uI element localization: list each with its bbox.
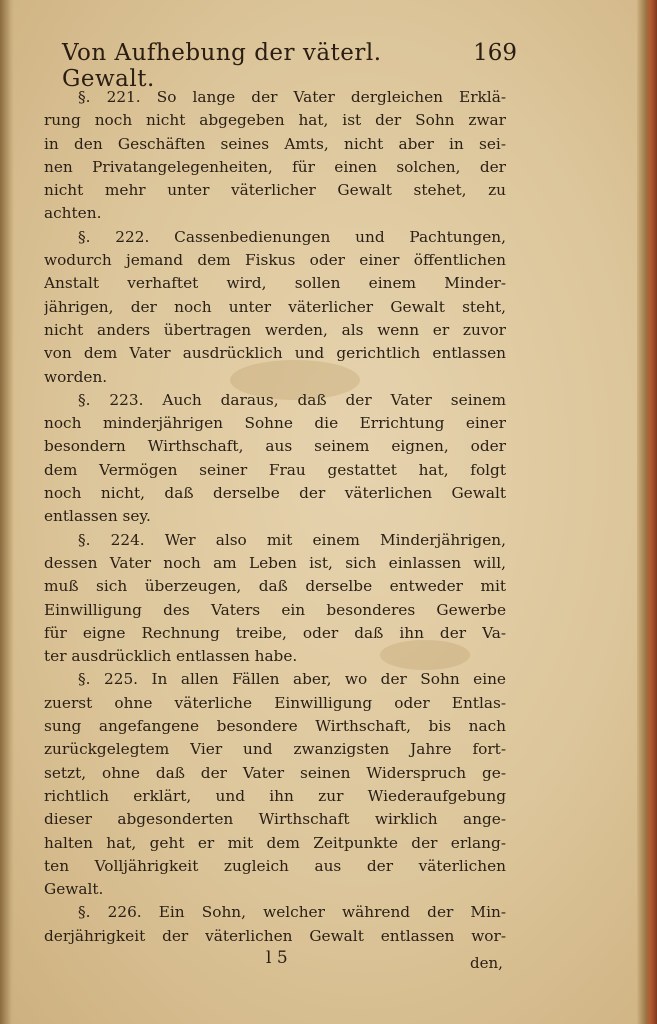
text-line: dessen Vater noch am Leben ist, sich einlassen will, bbox=[44, 553, 506, 572]
page-footer bbox=[0, 948, 657, 978]
text-line: entlassen sey. bbox=[44, 507, 151, 526]
text-line: wodurch jemand dem Fiskus oder einer öffentlichen bbox=[44, 251, 506, 270]
text-line: noch nicht, daß derselbe der väterlichen Gewalt bbox=[44, 484, 506, 503]
text-line: ter ausdrücklich entlassen habe. bbox=[44, 647, 298, 666]
text-line: derjährigkeit der väterlichen Gewalt entlassen wor- bbox=[44, 926, 506, 945]
text-line: noch minderjährigen Sohne die Errichtung einer bbox=[44, 414, 506, 433]
page-edge-binding bbox=[637, 0, 657, 1024]
text-line: in den Geschäften seines Amts, nicht aber in sei- bbox=[44, 134, 506, 153]
text-line: nicht mehr unter väterlicher Gewalt stehet, zu bbox=[44, 181, 506, 200]
text-line: ten Volljährigkeit zugleich aus der väterlichen bbox=[44, 856, 506, 875]
text-line: Anstalt verhaftet wird, sollen einem Minder- bbox=[44, 274, 506, 293]
text-line: halten hat, geht er mit dem Zeitpunkte der erlang- bbox=[44, 833, 506, 852]
text-line: zurückgelegtem Vier und zwanzigsten Jahre fort- bbox=[44, 740, 506, 759]
text-line: setzt, ohne daß der Vater seinen Widerspruch ge- bbox=[44, 763, 506, 782]
signature-mark: l 5 bbox=[266, 948, 288, 968]
text-line: §. 226. Ein Sohn, welcher während der Min- bbox=[78, 903, 506, 922]
text-line: §. 221. So lange der Vater dergleichen Erklä- bbox=[78, 88, 506, 106]
catchword: den, bbox=[470, 954, 503, 972]
text-line: nicht anders übertragen werden, als wenn er zuvor bbox=[44, 320, 506, 339]
text-line: Gewalt. bbox=[44, 880, 104, 899]
text-line: nen Privatangelegenheiten, für einen solchen, der bbox=[44, 157, 506, 176]
page-gutter-shadow bbox=[0, 0, 14, 1024]
running-title: Von Aufhebung der väterl. Gewalt. bbox=[62, 40, 382, 92]
text-line: §. 223. Auch daraus, daß der Vater seinem bbox=[78, 390, 506, 409]
text-line: sung angefangene besondere Wirthschaft, bis nach bbox=[44, 717, 506, 736]
text-line: rung noch nicht abgegeben hat, ist der Sohn zwar bbox=[44, 111, 506, 130]
text-line: §. 222. Cassenbedienungen und Pachtungen, bbox=[78, 227, 506, 246]
text-line: dieser abgesonderten Wirthschaft wirklich ange- bbox=[44, 810, 506, 829]
text-line: zuerst ohne väterliche Einwilligung oder Entlas- bbox=[44, 693, 506, 712]
text-line: §. 225. In allen Fällen aber, wo der Sohn eine bbox=[78, 670, 506, 689]
text-line: worden. bbox=[44, 367, 108, 386]
text-line: jährigen, der noch unter väterlicher Gewalt steht, bbox=[44, 297, 506, 316]
text-line: Einwilligung des Vaters ein besonderes Gewerbe bbox=[44, 600, 506, 619]
text-line: von dem Vater ausdrücklich und gerichtlich entlassen bbox=[44, 344, 506, 363]
text-line: achten. bbox=[44, 204, 102, 223]
page-number: 169 bbox=[473, 40, 517, 66]
text-line: dem Vermögen seiner Frau gestattet hat, folgt bbox=[44, 460, 506, 479]
text-line: besondern Wirthschaft, aus seinem eignen, oder bbox=[44, 437, 506, 456]
page-header bbox=[62, 40, 517, 92]
text-line: muß sich überzeugen, daß derselbe entweder mit bbox=[44, 577, 506, 596]
text-line: für eigne Rechnung treibe, oder daß ihn der Va- bbox=[44, 623, 506, 642]
text-line: §. 224. Wer also mit einem Minderjährigen, bbox=[78, 530, 506, 549]
text-line: richtlich erklärt, und ihn zur Wiederaufgebung bbox=[44, 786, 506, 805]
body-text bbox=[44, 86, 506, 948]
